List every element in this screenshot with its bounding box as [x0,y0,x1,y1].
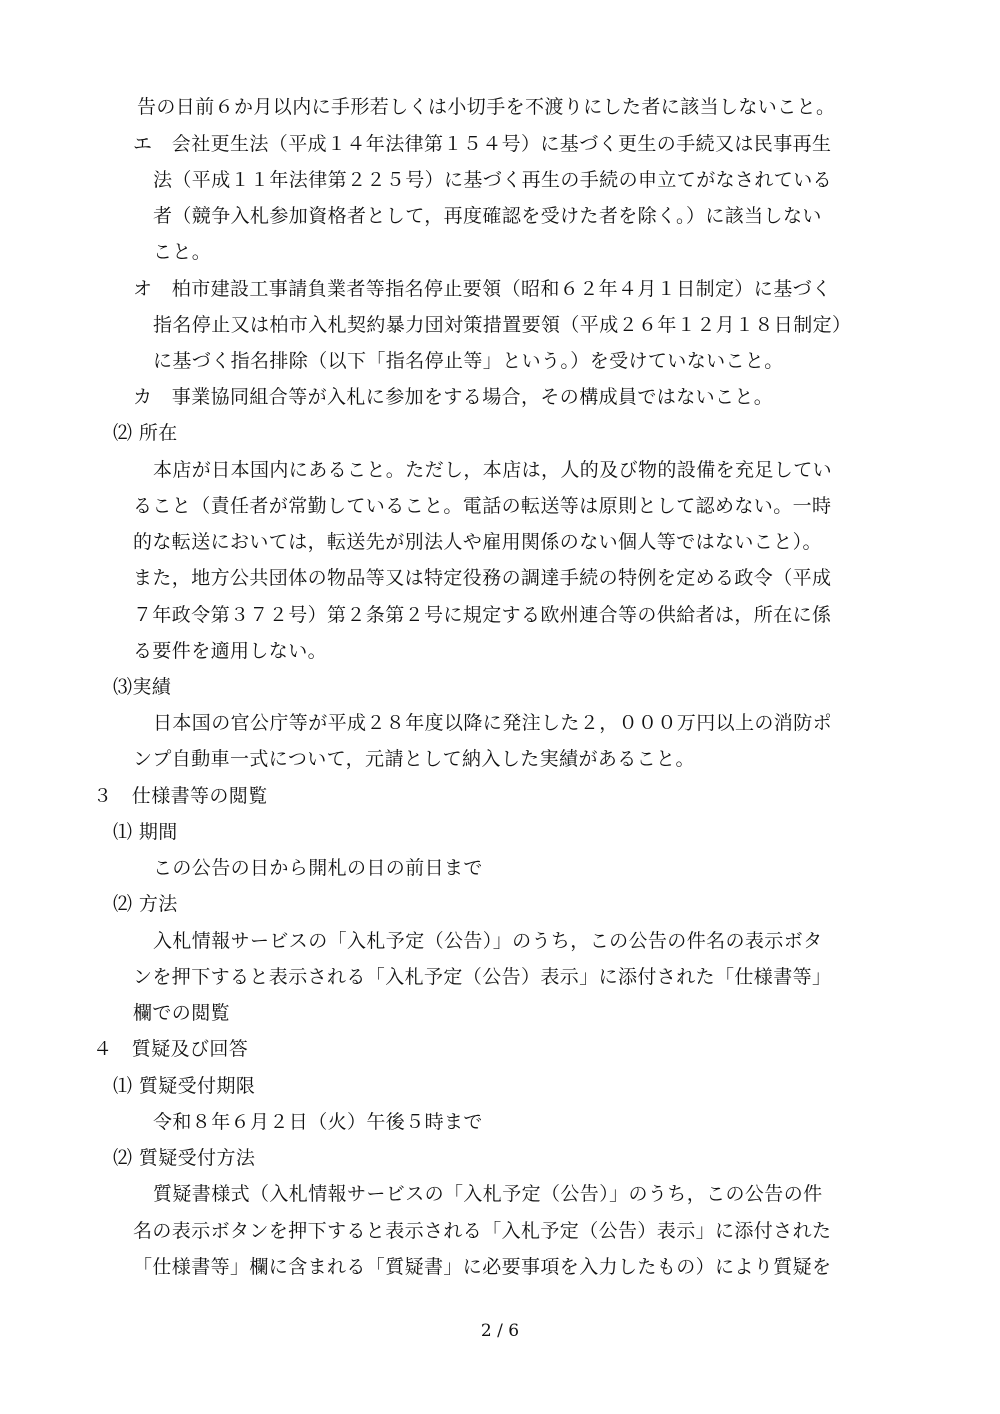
text-line: 欄での閲覧 [133,1002,231,1024]
text-line: 的な転送においては，転送先が別法人や雇用関係のない個人等ではないこと）。 [133,531,822,553]
text-line: に基づく指名排除（以下「指名停止等」という。）を受けていないこと。 [153,350,784,372]
text-line: 入札情報サービスの「入札予定（公告）」のうち，この公告の件名の表示ボタ [153,930,823,952]
text-line: 令和８年６月２日（火）午後５時まで [153,1111,483,1133]
text-line: 質疑書様式（入札情報サービスの「入札予定（公告）」のうち，この公告の件 [153,1183,823,1205]
text-line: 「仕様書等」欄に含まれる「質疑書」に必要事項を入力したもの）により質疑を [133,1256,832,1278]
text-line: カ 事業協同組合等が入札に参加をする場合，その構成員ではないこと。 [133,386,774,408]
text-line: ７年政令第３７２号）第２条第２号に規定する欧州連合等の供給者は，所在に係 [133,604,832,626]
text-line: 日本国の官公庁等が平成２８年度以降に発注した２，０００万円以上の消防ポ [153,712,833,734]
text-line: 指名停止又は柏市入札契約暴力団対策措置要領（平成２６年１２月１８日制定） [153,314,852,336]
text-line: この公告の日から開札の日の前日まで [153,857,483,879]
text-line: 法（平成１１年法律第２２５号）に基づく再生の手続の申立てがなされている [153,169,833,191]
text-line: ンを押下すると表示される「入札予定（公告）表示」に添付された「仕様書等」 [133,966,832,988]
text-line: ⑶実績 [113,676,172,698]
text-line: ３ 仕様書等の閲覧 [93,785,268,807]
text-line: オ 柏市建設工事請負業者等指名停止要領（昭和６２年４月１日制定）に基づく [133,278,832,300]
text-line: 名の表示ボタンを押下すると表示される「入札予定（公告）表示」に添付された [133,1220,832,1242]
text-line: ンプ自動車一式について，元請として納入した実績があること。 [133,748,695,770]
text-line: ⑴ 質疑受付期限 [113,1075,256,1097]
text-line: ⑵ 所在 [113,422,178,444]
text-line: また，地方公共団体の物品等又は特定役務の調達手続の特例を定める政令（平成 [133,567,832,589]
text-line: ⑵ 質疑受付方法 [113,1147,256,1169]
text-line: る要件を適用しない。 [133,640,328,662]
text-line: ⑵ 方法 [113,893,178,915]
text-line: ４ 質疑及び回答 [93,1038,249,1060]
text-line: 本店が日本国内にあること。ただし，本店は，人的及び物的設備を充足してい [153,459,833,481]
text-line: 者（競争入札参加資格者として，再度確認を受けた者を除く。）に該当しない [153,205,822,227]
text-line: エ 会社更生法（平成１４年法律第１５４号）に基づく更生の手続又は民事再生 [133,133,832,155]
text-line: こと。 [153,241,212,263]
page-number: 2 / 6 [480,1321,520,1341]
text-line: 告の日前６か月以内に手形若しくは小切手を不渡りにした者に該当しないこと。 [137,96,836,118]
text-line: ⑴ 期間 [113,821,178,843]
text-line: ること（責任者が常勤していること。電話の転送等は原則として認めない。一時 [133,495,832,517]
